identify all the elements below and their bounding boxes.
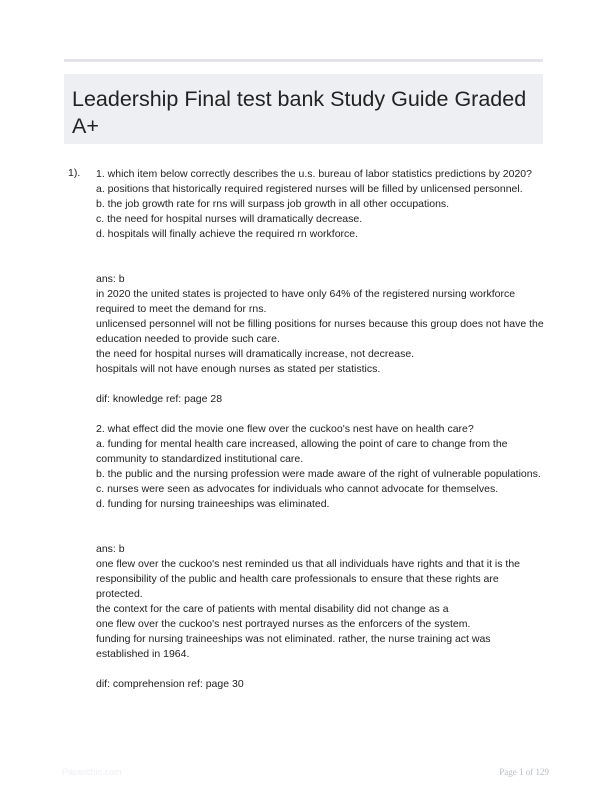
rationale-line: funding for nursing traineeships was not eliminated. rather, the nurse training act was established in 1964. [96, 633, 491, 660]
answer: ans: b [96, 273, 125, 285]
question-stem: 2. what effect did the movie one flew over the cuckoo's nest have on health care? [96, 423, 474, 435]
rationale-line: in 2020 the united states is projected to have only 64% of the registered nursing workforce required to meet the demand for rns. [96, 288, 516, 315]
question-content [96, 167, 546, 692]
option-d: d. funding for nursing traineeships was eliminated. [96, 498, 330, 510]
rationale-line: unlicensed personnel will not be filling positions for nurses because this group does not have the education needed to provide such care. [96, 318, 544, 345]
answer: ans: b [96, 543, 125, 555]
question-stem: 1. which item below correctly describes the u.s. bureau of labor statistics predictions by 2020? [96, 168, 532, 180]
option-a: a. funding for mental health care increased, allowing the point of care to change from the community to standardized institutional care. [96, 438, 508, 465]
watermark-text: Paperithic.com [62, 767, 122, 777]
top-divider [64, 59, 543, 62]
question-meta: dif: comprehension ref: page 30 [96, 678, 244, 690]
rationale-line: the need for hospital nurses will dramatically increase, not decrease. [96, 348, 415, 360]
rationale-line: hospitals will not have enough nurses as stated per statistics. [96, 363, 381, 375]
question-meta: dif: knowledge ref: page 28 [96, 393, 223, 405]
option-b: b. the job growth rate for rns will surpass job growth in all other occupations. [96, 198, 450, 210]
page-indicator: Page 1 of 129 [499, 767, 549, 777]
page-title: Leadership Final test bank Study Guide Graded A+ [72, 87, 527, 138]
option-d: d. hospitals will finally achieve the required rn workforce. [96, 228, 359, 240]
option-c: c. nurses were seen as advocates for individuals who cannot advocate for themselves. [96, 483, 499, 495]
option-c: c. the need for hospital nurses will dramatically decrease. [96, 213, 363, 225]
rationale-line: one flew over the cuckoo's nest portrayed nurses as the enforcers of the system. [96, 618, 471, 630]
section-number: 1). [68, 167, 81, 179]
rationale-line: the context for the care of patients with mental disability did not change as a [96, 603, 449, 615]
option-b: b. the public and the nursing profession were made aware of the right of vulnerable populations. [96, 468, 541, 480]
title-banner [64, 74, 543, 144]
rationale-line: one flew over the cuckoo's nest reminded us that all individuals have rights and that it is the responsibility of the public and health care professionals to ensure that these rights are protected. [96, 558, 520, 600]
option-a: a. positions that historically required registered nurses will be filled by unlicensed personnel. [96, 183, 523, 195]
